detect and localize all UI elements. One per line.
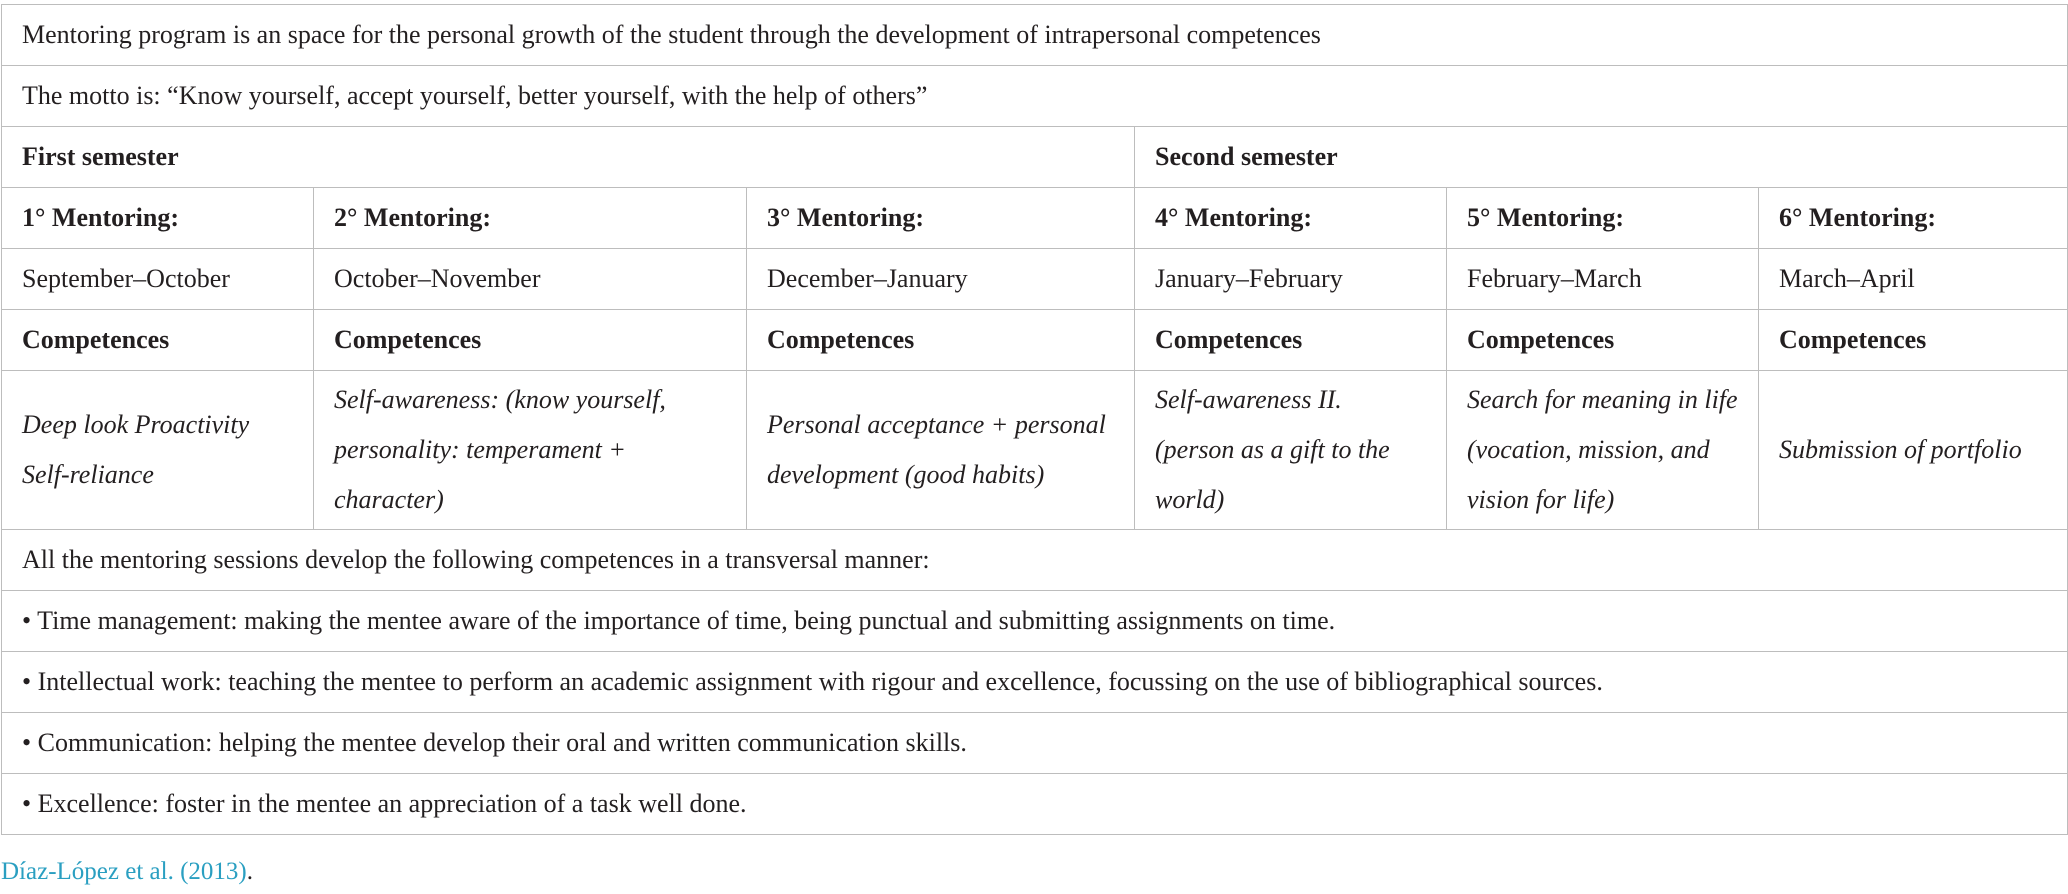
competences-label: Competences <box>1135 310 1447 371</box>
transversal-item: • Time management: making the mentee aware of the importance of time, being punctual and submitting assignments on time. <box>2 591 2068 652</box>
table-row <box>2 591 2068 652</box>
mentoring-title: 6° Mentoring: <box>1759 188 2068 249</box>
table-row <box>2 774 2068 835</box>
competences-cell: Submission of portfolio <box>1759 371 2068 530</box>
program-intro: Mentoring program is an space for the personal growth of the student through the development of intrapersonal competences <box>2 5 2068 66</box>
mentoring-period: September–October <box>2 249 314 310</box>
mentoring-title: 2° Mentoring: <box>314 188 747 249</box>
transversal-item: • Intellectual work: teaching the mentee to perform an academic assignment with rigour and excellence, focussing on the use of bibliographical sources. <box>2 652 2068 713</box>
competences-label: Competences <box>2 310 314 371</box>
competences-row <box>2 371 2068 530</box>
competences-label: Competences <box>747 310 1135 371</box>
semester-row <box>2 127 2068 188</box>
citation-period: . <box>246 858 253 885</box>
competences-label: Competences <box>1447 310 1759 371</box>
competences-cell: Deep look Proactivity Self-reliance <box>2 371 314 530</box>
mentoring-title: 1° Mentoring: <box>2 188 314 249</box>
mentoring-program-table <box>1 4 2068 835</box>
mentoring-period-row <box>2 249 2068 310</box>
first-semester-header: First semester <box>2 127 1135 188</box>
second-semester-header: Second semester <box>1135 127 2068 188</box>
mentoring-title-row <box>2 188 2068 249</box>
competences-label: Competences <box>1759 310 2068 371</box>
table-row <box>2 652 2068 713</box>
transversal-intro: All the mentoring sessions develop the following competences in a transversal manner: <box>2 530 2068 591</box>
mentoring-period: October–November <box>314 249 747 310</box>
competences-cell: Personal acceptance + personal development (good habits) <box>747 371 1135 530</box>
table-row <box>2 66 2068 127</box>
mentoring-title: 5° Mentoring: <box>1447 188 1759 249</box>
table-row <box>2 713 2068 774</box>
mentoring-period: January–February <box>1135 249 1447 310</box>
mentoring-period: February–March <box>1447 249 1759 310</box>
competences-cell: Search for meaning in life (vocation, mission, and vision for life) <box>1447 371 1759 530</box>
competences-label: Competences <box>314 310 747 371</box>
mentoring-period: March–April <box>1759 249 2068 310</box>
table-row <box>2 5 2068 66</box>
mentoring-period: December–January <box>747 249 1135 310</box>
citation <box>1 858 253 886</box>
competences-cell: Self-awareness: (know yourself, personality: temperament + character) <box>314 371 747 530</box>
transversal-item: • Communication: helping the mentee develop their oral and written communication skills. <box>2 713 2068 774</box>
competences-label-row <box>2 310 2068 371</box>
competences-cell: Self-awareness II. (person as a gift to the world) <box>1135 371 1447 530</box>
transversal-item: • Excellence: foster in the mentee an appreciation of a task well done. <box>2 774 2068 835</box>
citation-link[interactable]: Díaz-López et al. (2013) <box>1 858 247 885</box>
mentoring-title: 3° Mentoring: <box>747 188 1135 249</box>
table-row <box>2 530 2068 591</box>
program-motto: The motto is: “Know yourself, accept yourself, better yourself, with the help of others” <box>2 66 2068 127</box>
mentoring-title: 4° Mentoring: <box>1135 188 1447 249</box>
